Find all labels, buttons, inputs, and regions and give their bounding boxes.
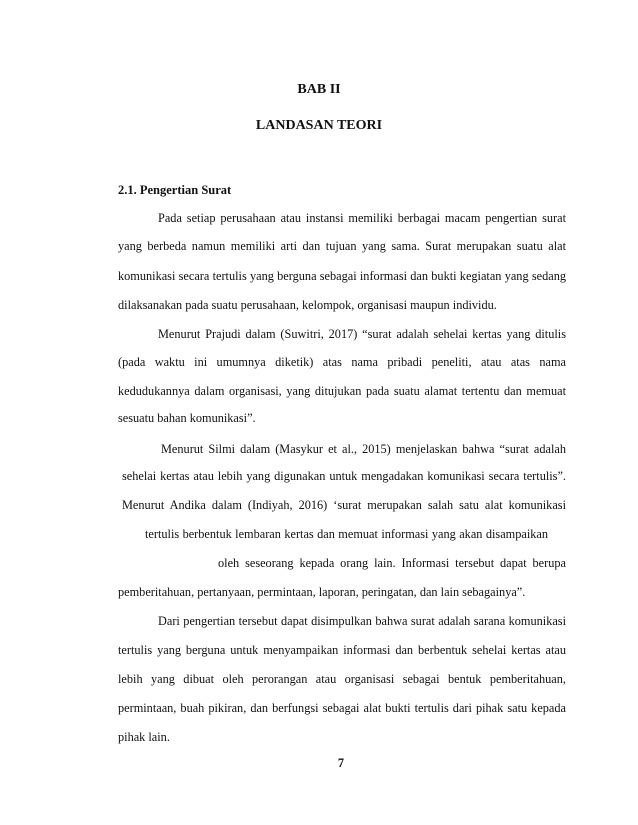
paragraph-line: tertulis berbentuk lembaran kertas dan memuat informasi yang akan disampaikan — [145, 527, 548, 541]
paragraph-line: sesuatu bahan komunikasi”. — [118, 411, 256, 425]
paragraph-line: komunikasi secara tertulis yang berguna sebagai informasi dan bukti kegiatan yang sedang — [118, 269, 566, 283]
section-heading: 2.1. Pengertian Surat — [118, 183, 232, 197]
paragraph-line: Dari pengertian tersebut dapat disimpulkan bahwa surat adalah sarana komunikasi — [158, 614, 566, 628]
paragraph-line: Menurut Prajudi dalam (Suwitri, 2017) “surat adalah sehelai kertas yang ditulis — [158, 327, 566, 341]
paragraph-line: (pada waktu ini umumnya diketik) atas nama pribadi peneliti, atau atas nama — [118, 355, 566, 369]
chapter-title: LANDASAN TEORI — [255, 118, 383, 133]
paragraph-line: yang berbeda namun memiliki arti dan tujuan yang sama. Surat merupakan suatu alat — [118, 239, 566, 253]
paragraph-line: permintaan, buah pikiran, dan berfungsi sebagai alat bukti tertulis dari pihak satu kepada — [118, 701, 566, 715]
chapter-number: BAB II — [297, 82, 341, 97]
paragraph-line: sehelai kertas atau lebih yang digunakan untuk mengadakan komunikasi secara tertulis”. — [122, 469, 566, 483]
page-number: 7 — [337, 756, 345, 770]
paragraph-line: lebih yang dibuat oleh perorangan atau organisasi sebagai bentuk pemberitahuan, — [118, 672, 566, 686]
paragraph-line: pihak lain. — [118, 730, 170, 744]
paragraph-line: Menurut Andika dalam (Indiyah, 2016) ‘surat merupakan salah satu alat komunikasi — [122, 498, 566, 512]
paragraph-line: oleh seseorang kepada orang lain. Informasi tersebut dapat berupa — [218, 556, 566, 570]
paragraph-line: tertulis yang berguna untuk menyampaikan informasi dan berbentuk sehelai kertas atau — [118, 643, 566, 657]
paragraph-line: kedudukannya dalam organisasi, yang ditujukan pada suatu alamat tertentu dan memuat — [118, 384, 566, 398]
paragraph-line: Menurut Silmi dalam (Masykur et al., 2015) menjelaskan bahwa “surat adalah — [161, 442, 566, 456]
paragraph-line: dilaksanakan pada suatu perusahaan, kelompok, organisasi maupun individu. — [118, 298, 497, 312]
paragraph-line: pemberitahuan, pertanyaan, permintaan, laporan, peringatan, dan lain sebagainya”. — [118, 585, 526, 599]
paragraph-line: Pada setiap perusahaan atau instansi memiliki berbagai macam pengertian surat — [158, 211, 566, 225]
